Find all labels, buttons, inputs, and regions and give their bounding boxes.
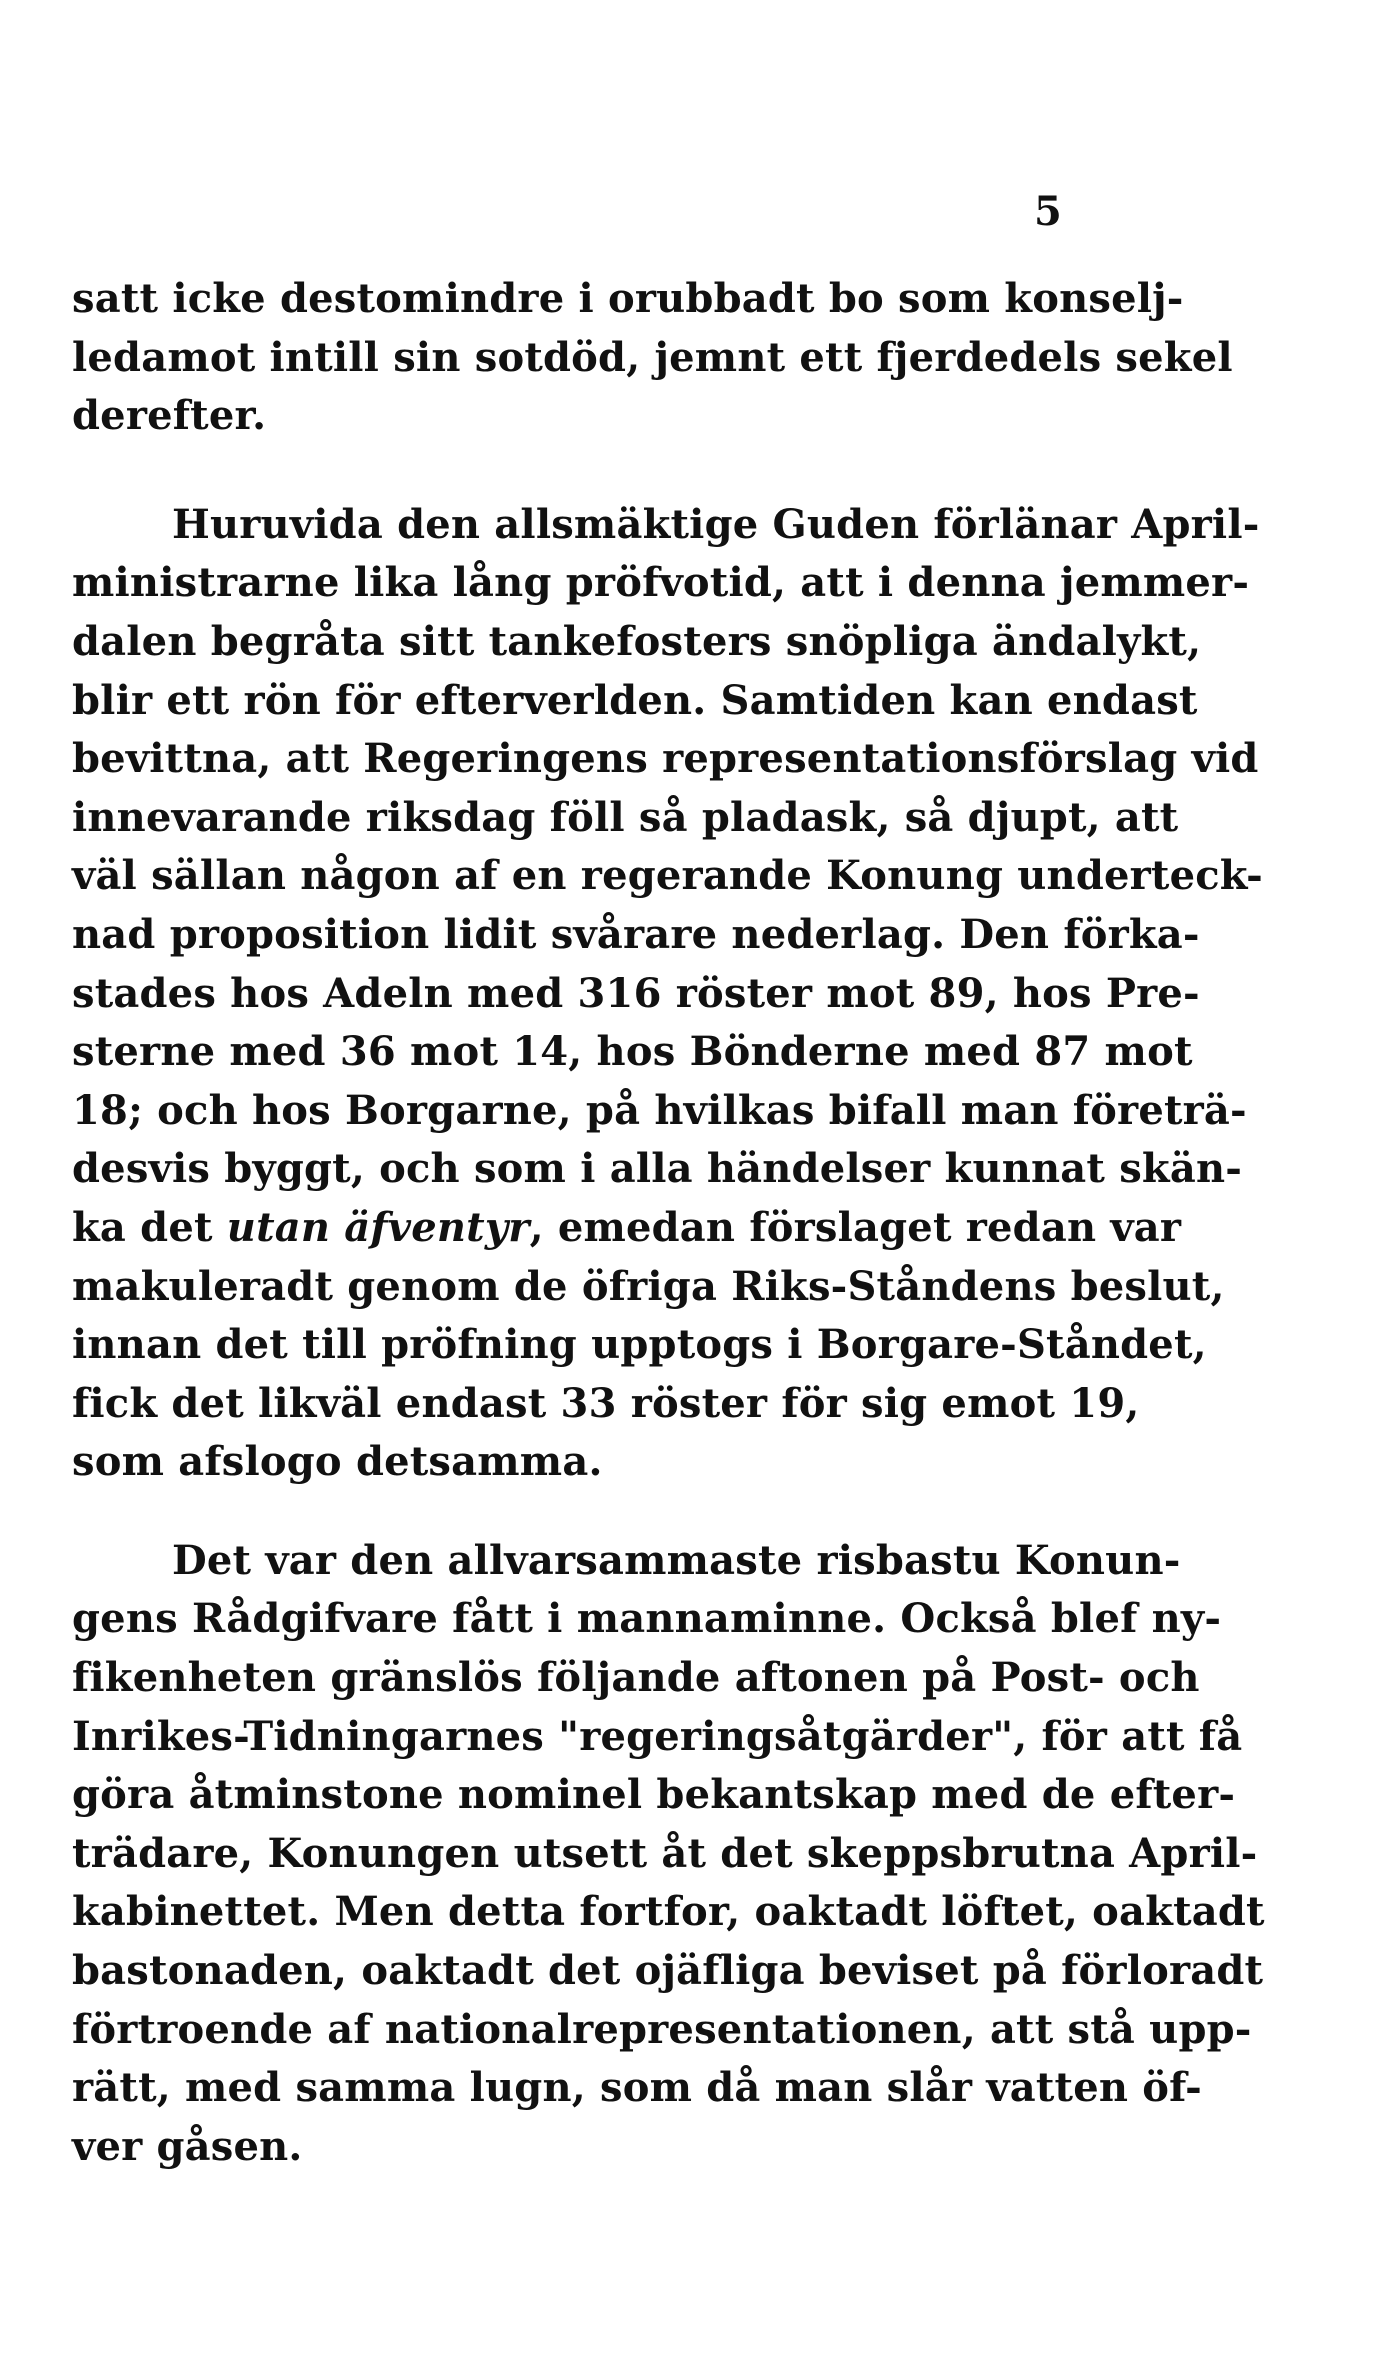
text-line: innan det till pröfning upptogs i Borgare-Ståndet, (72, 1321, 1207, 1369)
text-line: stades hos Adeln med 316 röster mot 89, hos Pre- (72, 969, 1200, 1017)
text-line: nad proposition lidit svårare nederlag. Den förka- (72, 910, 1200, 958)
text-line: derefter. (72, 392, 267, 440)
text-line: blir ett rön för efterverlden. Samtiden kan endast (72, 676, 1198, 724)
text-line: Huruvida den allsmäktige Guden förlänar April- (172, 500, 1260, 548)
text-line: innevarande riksdag föll så pladask, så djupt, att (72, 793, 1179, 841)
text-line: ver gåsen. (72, 2122, 303, 2170)
text-line: dalen begråta sitt tankefosters snöpliga ändalykt, (72, 617, 1202, 665)
text-line: Inrikes-Tidningarnes "regeringsåtgärder", för att få (72, 1712, 1243, 1760)
text-line: bastonaden, oaktadt det ojäfliga beviset på förloradt (72, 1947, 1264, 1995)
text-line: sterne med 36 mot 14, hos Bönderne med 87 mot (72, 1028, 1193, 1076)
text-line: desvis byggt, och som i alla händelser kunnat skän- (72, 1145, 1243, 1193)
text-line: rätt, med samma lugn, som då man slår vatten öf- (72, 2064, 1202, 2112)
paragraph-1 (72, 270, 1233, 446)
text-line: ka det utan äfventyr, emedan förslaget redan var (72, 1203, 1182, 1251)
paragraph-2 (72, 496, 1263, 1492)
text-line: som afslogo detsamma. (72, 1438, 603, 1486)
text-line: väl sällan någon af en regerande Konung underteck- (72, 852, 1263, 900)
text-line: förtroende af nationalrepresentationen, att stå upp- (72, 2005, 1252, 2053)
text-line: 18; och hos Borgarne, på hvilkas bifall man företrä- (72, 1086, 1247, 1134)
text-line: fick det likväl endast 33 röster för sig emot 19, (72, 1379, 1140, 1427)
page-number: 5 (1034, 188, 1062, 235)
paragraph-gap (72, 1492, 1134, 1532)
text-line: ledamot intill sin sotdöd, jemnt ett fjerdedels sekel (72, 333, 1233, 381)
text-line: fikenheten gränslös följande aftonen på Post- och (72, 1654, 1200, 1702)
text-line: Det var den allvarsammaste risbastu Konun- (172, 1536, 1181, 1584)
emphasis: utan äfventyr (226, 1203, 530, 1251)
body-text (72, 270, 1265, 2176)
text-line: makuleradt genom de öfriga Riks-Ståndens beslut, (72, 1262, 1225, 1310)
text-line: ministrarne lika lång pröfvotid, att i denna jemmer- (72, 559, 1250, 607)
text-line: göra åtminstone nominel bekantskap med de efter- (72, 1771, 1236, 1819)
text-line: satt icke destomindre i orubbadt bo som konselj- (72, 275, 1184, 322)
text-line: bevittna, att Regeringens representationsförslag vid (72, 735, 1259, 783)
text-line: trädare, Konungen utsett åt det skeppsbrutna April- (72, 1829, 1258, 1877)
paragraph-gap (72, 446, 1134, 496)
text-line: gens Rådgifvare fått i mannaminne. Också blef ny- (72, 1595, 1222, 1643)
paragraph-3 (72, 1532, 1265, 2177)
text-line: kabinettet. Men detta fortfor, oaktadt löftet, oaktadt (72, 1888, 1265, 1936)
